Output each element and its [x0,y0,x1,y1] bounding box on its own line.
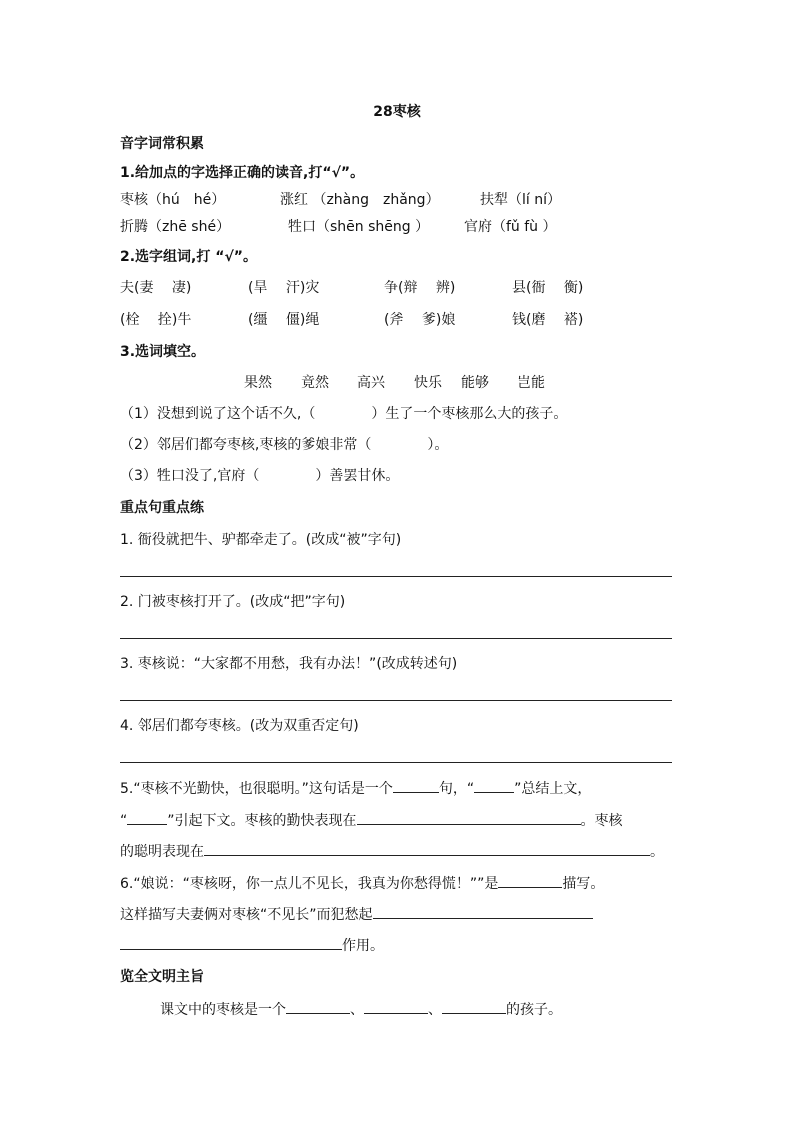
word-option: 岂能 [517,375,545,391]
fill-blank[interactable] [474,778,514,793]
q1-item: 折腾（zhē shé） [120,219,231,235]
q2-item: (栓 拴)牛 [120,312,192,328]
sentence-task-3: 3. 枣核说：“大家都不用愁，我有办法！”(改成转述句) [120,656,458,672]
q3-prompt: 3.选词填空。 [120,344,206,360]
q2-item: 争(辩 辨) [384,280,456,296]
answer-line[interactable] [120,576,672,577]
fill-item: （2）邻居们都夸枣核,枣核的爹娘非常（ ）。 [120,437,449,453]
answer-line[interactable] [120,762,672,763]
sentence-task-4: 4. 邻居们都夸枣核。(改为双重否定句) [120,718,359,734]
fill-blank[interactable] [442,999,506,1014]
q1-item: 官府（fǔ fù ） [464,219,557,235]
q2-prompt: 2.选字组词,打 “√”。 [120,249,257,265]
sentence-task-1: 1. 衙役就把牛、驴都牵走了。(改成“被”字句) [120,532,402,548]
fill-blank[interactable] [127,810,167,825]
fill-item: （1）没想到说了这个话不久,（ ）生了一个枣核那么大的孩子。 [120,406,568,422]
q1-item: 扶犁（lí ní） [480,192,561,208]
q2-item: (斧 爹)娘 [384,312,456,328]
word-option: 快乐 [414,375,442,391]
sentence-task-5-line-1: 5.“枣核不光勤快，也很聪明。”这句话是一个 句，“ ”总结上文， [120,778,591,799]
q2-item: 县(衙 衡) [512,280,584,296]
q1-item: 枣核（hú hé） [120,192,226,208]
fill-blank[interactable] [498,873,562,888]
fill-item: （3）牲口没了,官府（ ）善罢甘休。 [120,468,400,484]
answer-line[interactable] [120,700,672,701]
fill-blank[interactable] [393,778,439,793]
q2-item: (缰 僵)绳 [248,312,320,328]
word-option: 高兴 [357,375,385,391]
word-option: 果然 [244,375,272,391]
fill-blank[interactable] [373,904,593,919]
fill-blank[interactable] [364,999,428,1014]
word-option: 竟然 [301,375,329,391]
q2-item: (旱 汗)灾 [248,280,320,296]
sentence-task-5-line-2: “ ”引起下文。枣核的勤快表现在 。枣核 [120,810,623,831]
theme-sentence: 课文中的枣核是一个 、 、 的孩子。 [160,999,562,1020]
sentence-task-6-line-1: 6.“娘说：“枣核呀，你一点儿不见长，我真为你愁得慌！””是 描写。 [120,873,604,894]
sentence-task-6-line-3: 作用。 [120,935,384,956]
fill-blank[interactable] [204,841,650,856]
sentence-task-5-line-3: 的聪明表现在 。 [120,841,664,862]
fill-blank[interactable] [120,935,342,950]
section-heading-theme: 览全文明主旨 [120,969,204,985]
q1-item: 涨红 （zhàng zhǎng） [280,192,440,208]
section-heading-sentences: 重点句重点练 [120,500,204,516]
q1-item: 牲口（shēn shēng ） [288,219,430,235]
section-heading-vocabulary: 音字词常积累 [120,136,204,152]
fill-blank[interactable] [286,999,350,1014]
answer-line[interactable] [120,638,672,639]
sentence-task-6-line-2: 这样描写夫妻俩对枣核“不见长”而犯愁起 [120,904,593,925]
word-option: 能够 [461,375,489,391]
fill-blank[interactable] [357,810,581,825]
sentence-task-2: 2. 门被枣核打开了。(改成“把”字句) [120,594,346,610]
q1-prompt: 1.给加点的字选择正确的读音,打“√”。 [120,165,365,181]
page-title: 28枣核 [373,104,421,120]
q2-item: 钱(磨 褡) [512,312,584,328]
q2-item: 夫(妻 凄) [120,280,192,296]
